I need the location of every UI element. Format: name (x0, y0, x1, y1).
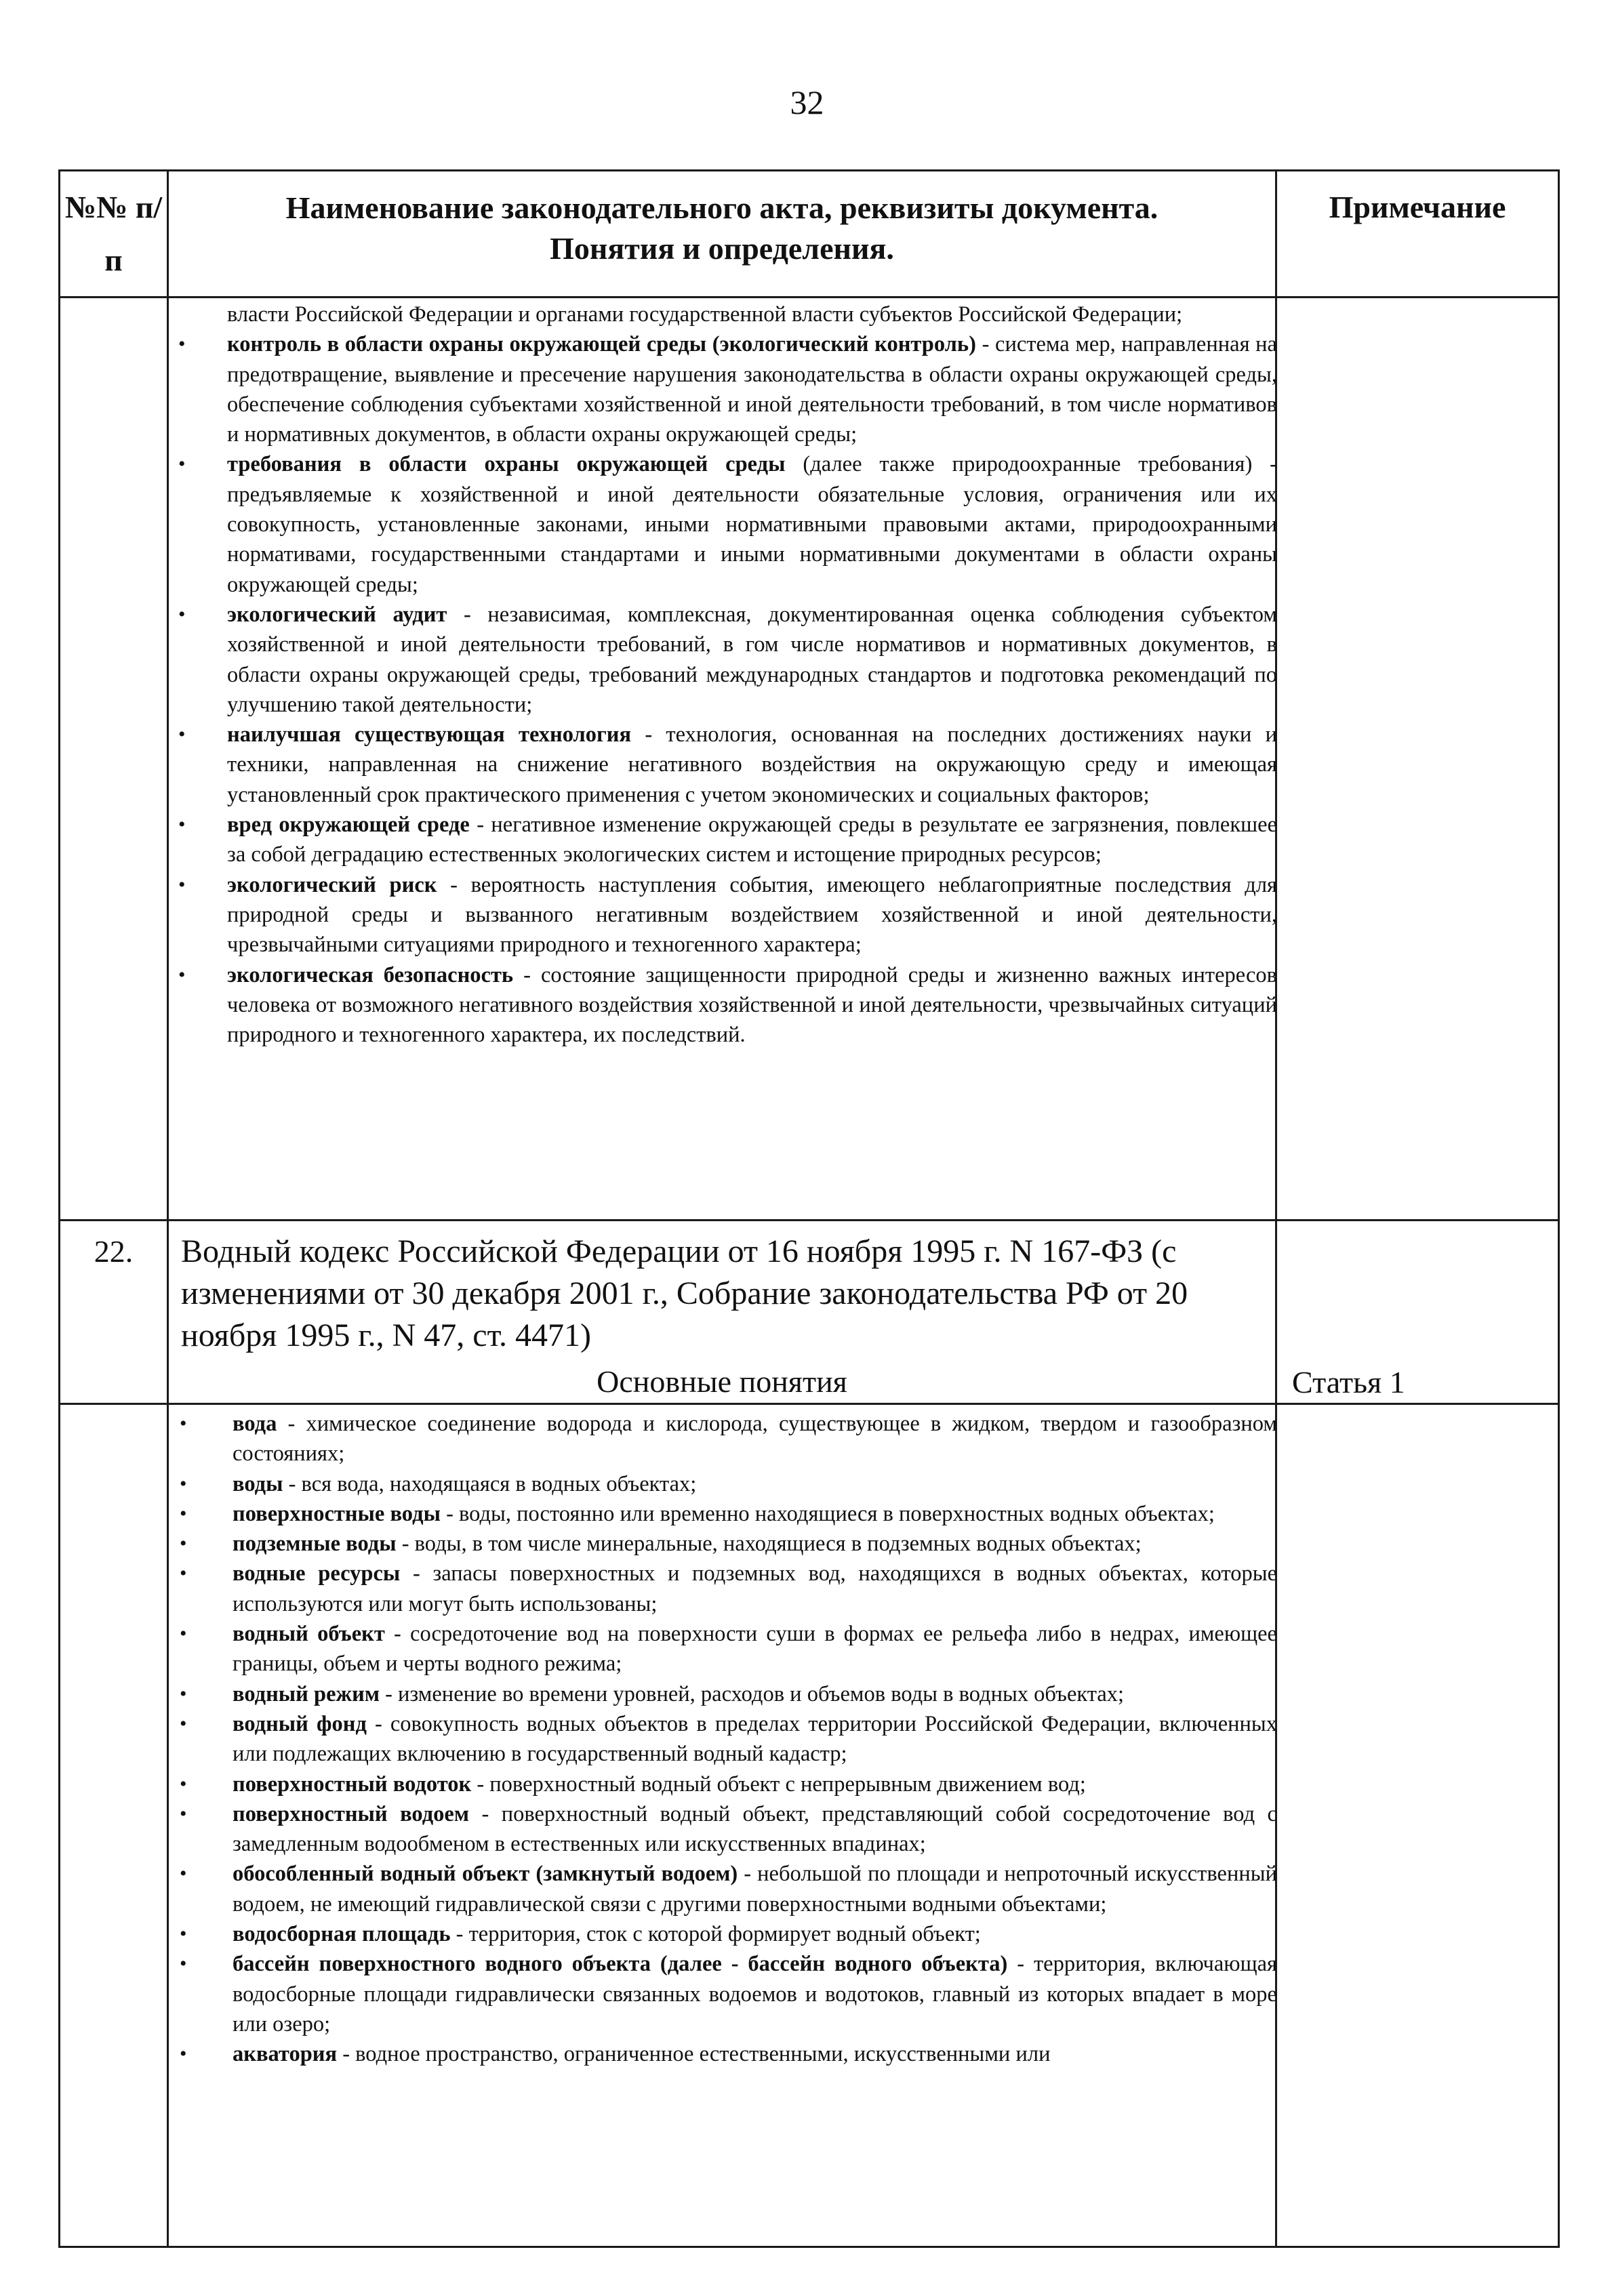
definitions-list (60, 329, 1277, 1050)
definition-term: поверхностный водоем (233, 1801, 469, 1826)
definition-text: - вся вода, находящаяся в водных объектах; (283, 1471, 697, 1496)
definition-item (60, 810, 1277, 870)
bullet-icon: • (180, 2043, 187, 2066)
definition-item (60, 1709, 1277, 1769)
bullet-icon: • (180, 1562, 187, 1585)
definition-term: наилучшая существующая технология (227, 722, 632, 747)
bullet-icon: • (178, 602, 186, 626)
bullet-icon: • (180, 1952, 187, 1975)
bullet-icon: • (180, 1622, 187, 1645)
row-number-cell (60, 1221, 168, 1404)
definition-item (60, 1409, 1277, 1469)
definition-item (60, 1559, 1277, 1619)
definition-item (60, 960, 1277, 1050)
act-title: Водный кодекс Российской Федерации от 16 ноября 1995 г. N 167-ФЗ (с изменениями от 30 декабря 2001 г., Собрание законодательства РФ от 20 ноября 1995 г., N 47, ст. 4471) (181, 1233, 1188, 1353)
definition-item (60, 720, 1277, 810)
definition-term: поверхностные воды (233, 1501, 441, 1526)
bullet-icon: • (180, 1772, 187, 1795)
header-note-cell (1276, 171, 1559, 298)
definition-text: - изменение во времени уровней, расходов и объемов воды в водных объектах; (379, 1681, 1125, 1706)
definition-term: вода (233, 1412, 277, 1436)
definition-item (60, 1619, 1277, 1679)
definition-term: экологический аудит (227, 602, 447, 627)
definition-text: - водное пространство, ограниченное естественными, искусственными или (337, 2042, 1051, 2067)
act-title-cell (168, 1221, 1276, 1404)
definition-term: подземные воды (233, 1532, 397, 1557)
definition-term: экологическая безопасность (227, 962, 514, 987)
definition-term: контроль в области охраны окружающей среды (экологический контроль) (227, 332, 976, 357)
bullet-icon: • (180, 1502, 187, 1525)
definition-text: - вероятность наступления события, имеющего неблагоприятные последствия для природной среды и вызванного негативным воздействием хозяйственной и иной деятельности, чрезвычайными ситуациями природного и техногенного характера; (227, 872, 1277, 958)
definition-item (60, 1859, 1277, 1919)
definition-text: - негативное изменение окружающей среды в результате ее загрязнения, повлекшее за собой деградацию естественных экологических систем и истощение природных ресурсов; (227, 813, 1278, 867)
definition-term: водные ресурсы (233, 1561, 401, 1586)
bullet-icon: • (180, 1682, 187, 1705)
header-number-label: №№ п/п (64, 190, 163, 277)
bullet-icon: • (180, 1802, 187, 1825)
definition-text: - совокупность водных объектов в пределах территории Российской Федерации, включенных или подлежащих включению в государственный водный кадастр; (233, 1711, 1277, 1767)
definition-text: (далее также природоохранные требования) - предъявляемые к хозяйственной и иной деятельности обязательные условия, ограничения или их совокупность, установленные законами, иными нормативными правовыми актами, природоохранными нормативами, государственными стандартами и иными нормативными документами в области охраны окружающей среды; (227, 452, 1277, 597)
definition-item (60, 1769, 1277, 1799)
definition-text: - независимая, комплексная, документированная оценка соблюдения субъектом хозяйственной и иной деятельности требований, в гом числе нормативов и нормативных документов, в области охраны окружающей среды, требований международных стандартов и подготовка рекомендаций по улучшению такой деятельности; (227, 602, 1277, 717)
bullet-icon: • (180, 1712, 187, 1735)
definition-term: обособленный водный объект (замкнутый водоем) (233, 1862, 738, 1887)
bullet-icon: • (178, 333, 186, 356)
row-note-cell (1276, 1221, 1559, 1404)
definition-item (60, 1469, 1277, 1499)
bullet-icon: • (178, 453, 186, 476)
header-title-cell (168, 171, 1276, 298)
definition-text: - запасы поверхностных и подземных вод, находящихся в водных объектах, которые используются или могут быть использованы; (233, 1561, 1277, 1616)
row-note-cell (1276, 1404, 1559, 2247)
definition-text: - состояние защищенности природной среды и жизненно важных интересов человека от возможного негативного воздействия хозяйственной и иной деятельности, чрезвычайных ситуаций природного и техногенного характера, их последствий. (227, 962, 1277, 1048)
definition-text: - территория, сток с которой формирует водный объект; (450, 1922, 981, 1947)
definition-text: - воды, в том числе минеральные, находящиеся в подземных водных объектах; (396, 1532, 1142, 1557)
definition-text: - технология, основанная на последних достижениях науки и техники, направленная на снижение негативного воздействия на окружающую среду и имеющая установленный срок практического применения с учетом экономических и социальных факторов; (227, 722, 1277, 807)
definition-term: поверхностный водоток (233, 1771, 472, 1797)
table-row (60, 1404, 1559, 2247)
table-header-row (60, 171, 1559, 298)
definition-text: - воды, постоянно или временно находящиеся в поверхностных водных объектах; (440, 1501, 1215, 1526)
definition-term: водный фонд (233, 1711, 367, 1736)
definition-item (60, 870, 1277, 960)
definition-term: бассейн поверхностного водного объекта (далее - бассейн водного объекта) (233, 1952, 1008, 1977)
bullet-icon: • (178, 873, 186, 896)
row-number: 22. (94, 1234, 134, 1269)
definition-term: вред окружающей среде (227, 813, 470, 838)
definition-text: - поверхностный водный объект, представляющий собой сосредоточение вод с замедленным водообменом в естественных или искусственных впадинах; (233, 1801, 1277, 1857)
article-note: Статья 1 (1292, 1365, 1405, 1399)
bullet-icon: • (180, 1532, 187, 1555)
definition-term: экологический риск (227, 872, 437, 897)
definition-text: - химическое соединение водорода и кислорода, существующее в жидком, твердом и газообразном состояниях; (233, 1412, 1277, 1467)
definitions-list (60, 1409, 1277, 2070)
table-row (60, 1221, 1559, 1404)
definition-term: водосборная площадь (233, 1922, 451, 1947)
definition-text: - поверхностный водный объект с непрерывным движением вод; (471, 1771, 1086, 1797)
definitions-cell (168, 298, 1276, 1221)
definition-item (60, 600, 1277, 720)
act-subtitle: Основные понятия (597, 1364, 847, 1399)
definition-item (60, 1529, 1277, 1559)
header-title-line2: Понятия и определения. (550, 231, 894, 266)
bullet-icon: • (178, 963, 186, 986)
definition-item (60, 1499, 1277, 1529)
continuation-text: власти Российской Федерации и органами государственной власти субъектов Российской Федерации; (227, 302, 1183, 327)
definition-item (60, 329, 1277, 449)
page-number: 32 (790, 83, 824, 121)
header-title-line1: Наименование законодательного акта, реквизиты документа. (285, 190, 1158, 225)
header-note-label: Примечание (1329, 190, 1506, 224)
definition-term: водный режим (233, 1681, 380, 1706)
header-number-cell (60, 171, 168, 298)
bullet-icon: • (178, 813, 186, 836)
definition-item (60, 1799, 1277, 1860)
definition-item (60, 1919, 1277, 1949)
definition-text: - небольшой по площади и непроточный искусственный водоем, не имеющий гидравлической связи с другими поверхностными водными объектами; (233, 1862, 1277, 1916)
definition-text: - территория, включающая водосборные площади гидравлически связанных водоемов и водотоков, главный из которых впадает в море или озеро; (233, 1952, 1277, 2036)
definitions-cell (168, 1404, 1276, 2247)
definition-item (60, 449, 1277, 599)
definition-item (60, 2039, 1277, 2069)
bullet-icon: • (180, 1472, 187, 1495)
definition-item (60, 1949, 1277, 2039)
row-note-cell (1276, 298, 1559, 1221)
definition-term: акватория (233, 2042, 338, 2067)
definition-term: водный объект (233, 1622, 385, 1647)
definition-item (60, 1679, 1277, 1709)
bullet-icon: • (180, 1862, 187, 1885)
definition-text: - сосредоточение вод на поверхности суши в формах ее рельефа либо в недрах, имеющее границы, объем и черты водного режима; (233, 1622, 1277, 1677)
bullet-icon: • (180, 1923, 187, 1946)
bullet-icon: • (178, 723, 186, 746)
bullet-icon: • (180, 1412, 187, 1435)
legislation-table (58, 169, 1560, 2248)
table-row (60, 298, 1559, 1221)
definition-term: требования в области охраны окружающей среды (227, 452, 786, 477)
definition-text: - система мер, направленная на предотвращение, выявление и пресечение нарушения законодательства в области охраны окружающей среды, обеспечение соблюдения субъектами хозяйственной и иной деятельности требований, в том числе нормативов и нормативных документов, в области охраны окружающей среды; (227, 332, 1277, 447)
definition-term: воды (233, 1471, 283, 1496)
